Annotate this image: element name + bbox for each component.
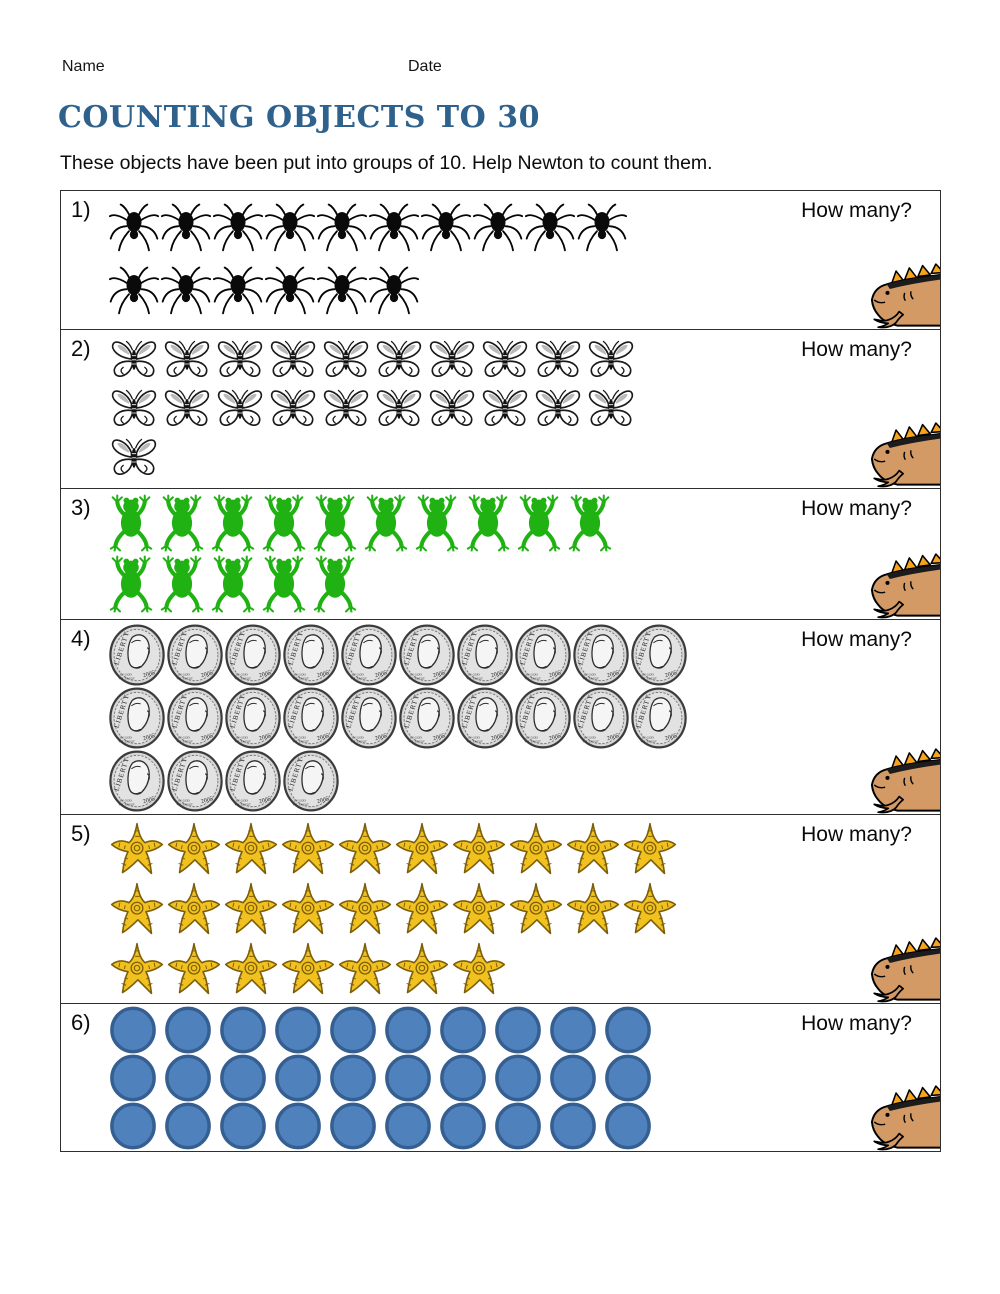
dime-icon (167, 687, 223, 749)
name-label: Name (62, 58, 105, 75)
starfish-icon (109, 940, 165, 998)
dime-icon (341, 624, 397, 686)
worksheet-row (61, 488, 940, 619)
circle-icon (384, 1102, 432, 1150)
butterfly-icon (109, 385, 159, 431)
worksheet-row (61, 1003, 940, 1151)
object-line (109, 687, 720, 749)
dime-icon (167, 624, 223, 686)
spider-icon (109, 264, 159, 321)
circle-icon (384, 1054, 432, 1102)
circle-icon (164, 1006, 212, 1054)
starfish-icon (223, 880, 279, 938)
problems-table (60, 190, 941, 1152)
object-line (109, 494, 720, 552)
newt-icon (868, 553, 940, 619)
spider-icon (577, 201, 627, 258)
instruction-text: These objects have been put into groups of 10. Help Newton to count them. (60, 152, 713, 174)
spider-icon (109, 201, 159, 258)
object-group (109, 620, 720, 812)
butterfly-icon (268, 385, 318, 431)
circle-icon (494, 1054, 542, 1102)
starfish-icon (337, 880, 393, 938)
circle-icon (494, 1102, 542, 1150)
dime-icon (225, 687, 281, 749)
butterfly-icon (162, 385, 212, 431)
dime-icon (399, 624, 455, 686)
dime-icon (457, 624, 513, 686)
frog-icon (364, 494, 408, 552)
starfish-icon (508, 880, 564, 938)
dime-icon (457, 687, 513, 749)
how-many-label: How many? (801, 338, 912, 361)
starfish-icon (394, 880, 450, 938)
spider-icon (525, 201, 575, 258)
circle-icon (494, 1006, 542, 1054)
spider-icon (265, 264, 315, 321)
frog-icon (109, 494, 153, 552)
circle-icon (604, 1102, 652, 1150)
object-line (109, 1006, 720, 1054)
butterfly-icon (268, 336, 318, 382)
butterfly-icon (480, 385, 530, 431)
object-line (109, 880, 720, 938)
object-line (109, 1102, 720, 1150)
worksheet-row (61, 191, 940, 329)
circle-icon (604, 1054, 652, 1102)
dime-icon (109, 687, 165, 749)
circle-icon (329, 1102, 377, 1150)
starfish-icon (280, 940, 336, 998)
object-group (109, 330, 720, 480)
spider-icon (317, 264, 367, 321)
dime-icon (341, 687, 397, 749)
page-title: COUNTING OBJECTS TO 30 (58, 100, 540, 135)
circle-icon (384, 1006, 432, 1054)
how-many-label: How many? (801, 628, 912, 651)
spider-icon (213, 201, 263, 258)
dime-icon (399, 687, 455, 749)
circle-icon (219, 1102, 267, 1150)
dime-icon (167, 750, 223, 812)
circle-icon (274, 1054, 322, 1102)
butterfly-icon (374, 336, 424, 382)
dime-icon (109, 624, 165, 686)
spider-icon (161, 201, 211, 258)
butterfly-icon (374, 385, 424, 431)
circle-icon (164, 1102, 212, 1150)
newt-icon (868, 263, 940, 329)
object-line (109, 264, 720, 321)
circle-icon (219, 1054, 267, 1102)
starfish-icon (451, 820, 507, 878)
spider-icon (213, 264, 263, 321)
object-group (109, 191, 720, 321)
circle-icon (219, 1006, 267, 1054)
circle-icon (439, 1054, 487, 1102)
butterfly-icon (321, 336, 371, 382)
frog-icon (415, 494, 459, 552)
how-many-label: How many? (801, 199, 912, 222)
object-line (109, 624, 720, 686)
how-many-label: How many? (801, 1012, 912, 1035)
butterfly-icon (586, 336, 636, 382)
circle-icon (274, 1006, 322, 1054)
object-line (109, 385, 720, 431)
butterfly-icon (215, 385, 265, 431)
newt-icon (868, 937, 940, 1003)
circle-icon (329, 1006, 377, 1054)
butterfly-icon (427, 336, 477, 382)
butterfly-icon (109, 434, 159, 480)
spider-icon (421, 201, 471, 258)
worksheet-row (61, 329, 940, 488)
starfish-icon (223, 820, 279, 878)
starfish-icon (394, 940, 450, 998)
circle-icon (439, 1102, 487, 1150)
starfish-icon (508, 820, 564, 878)
dime-icon (109, 750, 165, 812)
butterfly-icon (480, 336, 530, 382)
frog-icon (211, 494, 255, 552)
object-line (109, 1054, 720, 1102)
how-many-label: How many? (801, 497, 912, 520)
circle-icon (164, 1054, 212, 1102)
row-number: 1) (71, 197, 91, 222)
butterfly-icon (533, 385, 583, 431)
starfish-icon (565, 880, 621, 938)
starfish-icon (622, 880, 678, 938)
dime-icon (573, 687, 629, 749)
dime-icon (573, 624, 629, 686)
worksheet-row (61, 814, 940, 1003)
dime-icon (283, 687, 339, 749)
dime-icon (631, 687, 687, 749)
circle-icon (549, 1006, 597, 1054)
starfish-icon (565, 820, 621, 878)
dime-icon (283, 750, 339, 812)
row-number: 2) (71, 336, 91, 361)
butterfly-icon (586, 385, 636, 431)
object-line (109, 940, 720, 998)
spider-icon (317, 201, 367, 258)
row-number: 3) (71, 495, 91, 520)
frog-icon (313, 555, 357, 613)
dime-icon (283, 624, 339, 686)
butterfly-icon (321, 385, 371, 431)
starfish-icon (223, 940, 279, 998)
circle-icon (274, 1102, 322, 1150)
dime-icon (225, 750, 281, 812)
object-line (109, 201, 720, 258)
frog-icon (211, 555, 255, 613)
circle-icon (439, 1006, 487, 1054)
newt-icon (868, 1085, 940, 1151)
butterfly-icon (162, 336, 212, 382)
starfish-icon (280, 820, 336, 878)
worksheet-row (61, 619, 940, 814)
frog-icon (313, 494, 357, 552)
frog-icon (160, 494, 204, 552)
starfish-icon (166, 880, 222, 938)
starfish-icon (451, 940, 507, 998)
row-number: 6) (71, 1010, 91, 1035)
object-group (109, 489, 720, 613)
butterfly-icon (427, 385, 477, 431)
butterfly-icon (533, 336, 583, 382)
frog-icon (109, 555, 153, 613)
dime-icon (515, 624, 571, 686)
dime-icon (225, 624, 281, 686)
starfish-icon (622, 820, 678, 878)
starfish-icon (280, 880, 336, 938)
frog-icon (160, 555, 204, 613)
object-line (109, 820, 720, 878)
circle-icon (549, 1054, 597, 1102)
circle-icon (109, 1006, 157, 1054)
circle-icon (109, 1054, 157, 1102)
starfish-icon (109, 820, 165, 878)
how-many-label: How many? (801, 823, 912, 846)
starfish-icon (166, 940, 222, 998)
starfish-icon (451, 880, 507, 938)
starfish-icon (109, 880, 165, 938)
frog-icon (262, 494, 306, 552)
spider-icon (473, 201, 523, 258)
spider-icon (369, 201, 419, 258)
starfish-icon (166, 820, 222, 878)
object-line (109, 555, 720, 613)
frog-icon (466, 494, 510, 552)
frog-icon (517, 494, 561, 552)
circle-icon (604, 1006, 652, 1054)
dime-icon (515, 687, 571, 749)
starfish-icon (394, 820, 450, 878)
circle-icon (549, 1102, 597, 1150)
object-line (109, 434, 720, 480)
row-number: 5) (71, 821, 91, 846)
row-number: 4) (71, 626, 91, 651)
dime-icon (631, 624, 687, 686)
object-group (109, 1004, 720, 1150)
object-group (109, 815, 720, 998)
object-line (109, 750, 720, 812)
spider-icon (161, 264, 211, 321)
spider-icon (369, 264, 419, 321)
butterfly-icon (109, 336, 159, 382)
newt-icon (868, 748, 940, 814)
frog-icon (262, 555, 306, 613)
spider-icon (265, 201, 315, 258)
circle-icon (109, 1102, 157, 1150)
frog-icon (568, 494, 612, 552)
butterfly-icon (215, 336, 265, 382)
newt-icon (868, 422, 940, 488)
date-label: Date (408, 58, 442, 75)
object-line (109, 336, 720, 382)
starfish-icon (337, 820, 393, 878)
starfish-icon (337, 940, 393, 998)
circle-icon (329, 1054, 377, 1102)
